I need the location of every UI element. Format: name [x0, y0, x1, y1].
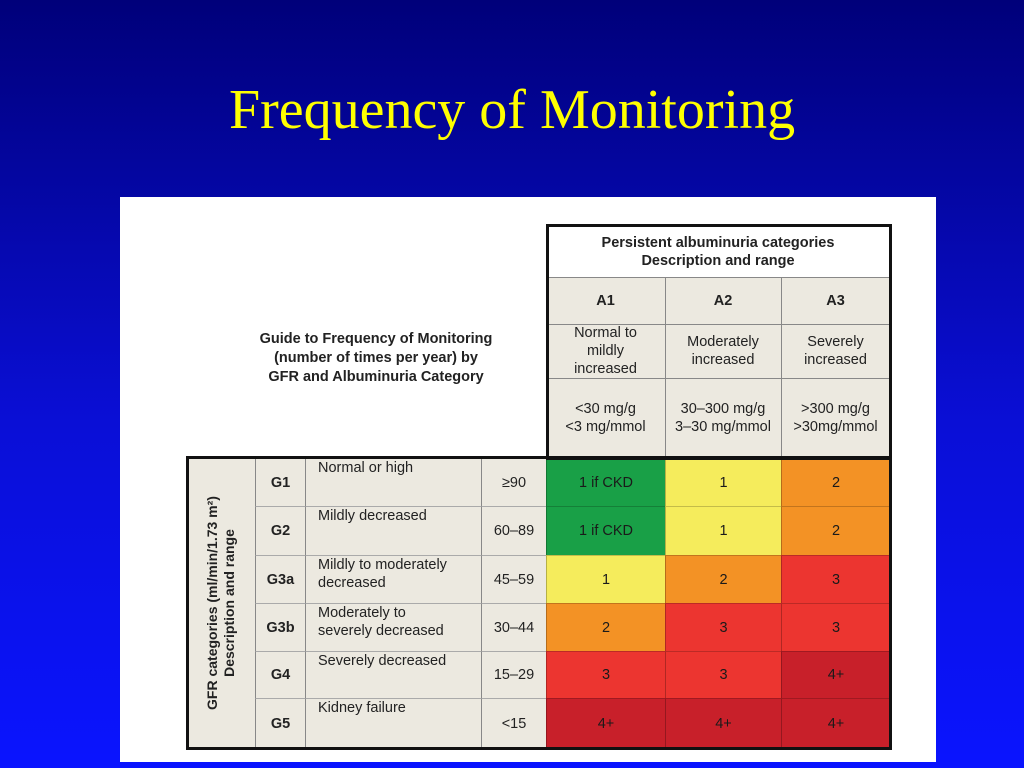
- col-desc-a3-line-2: increased: [804, 352, 867, 368]
- col-desc-a1: [546, 324, 665, 378]
- monitoring-cell: 2: [665, 555, 781, 603]
- monitoring-cell: 1: [546, 555, 665, 603]
- gfr-desc-line: Normal or high: [318, 460, 414, 476]
- col-desc-a3: [781, 324, 890, 378]
- monitoring-cell: 2: [546, 603, 665, 651]
- col-desc-a1-line-2: mildly: [586, 343, 625, 359]
- col-desc-a1-line-1: Normal to: [574, 325, 637, 341]
- col-desc-a1-line-3: increased: [574, 361, 637, 377]
- header-divider: [665, 277, 666, 458]
- monitoring-cell: 2: [781, 506, 890, 555]
- col-range-a1-line-1: <30 mg/g: [575, 401, 636, 417]
- header-divider: [781, 277, 782, 458]
- col-range-a2: [665, 378, 781, 458]
- monitoring-cell: 4+: [781, 698, 890, 748]
- gfr-desc-line: Severely decreased: [318, 653, 447, 669]
- gfr-desc-cell: [306, 603, 481, 651]
- gfr-desc-line: Moderately to: [318, 605, 406, 621]
- col-range-a1-line-2: <3 mg/mmol: [565, 419, 646, 435]
- gfr-code-cell: G5: [255, 698, 306, 748]
- monitoring-cell: 3: [546, 651, 665, 698]
- albuminuria-header-line-1: Persistent albuminuria categories: [601, 234, 835, 251]
- monitoring-cell: 4+: [781, 651, 890, 698]
- gfr-desc-line: Mildly to moderately: [318, 557, 447, 573]
- guide-line-3: GFR and Albuminuria Category: [268, 369, 484, 385]
- monitoring-cell: 4+: [546, 698, 665, 748]
- gfr-range-cell: <15: [481, 698, 546, 748]
- header-divider: [546, 378, 890, 379]
- col-desc-a2-line-2: increased: [691, 352, 755, 368]
- col-range-a2-line-1: 30–300 mg/g: [680, 401, 766, 417]
- gfr-range-cell: ≥90: [481, 458, 546, 506]
- gfr-desc-line: decreased: [318, 575, 386, 591]
- albuminuria-header: [546, 226, 890, 277]
- col-range-a1: [546, 378, 665, 458]
- col-range-a3-line-2: >30mg/mmol: [793, 419, 878, 435]
- gfr-desc-cell: [306, 651, 481, 698]
- header-divider: [546, 324, 890, 325]
- monitoring-cell: 3: [665, 603, 781, 651]
- monitoring-cell: 1 if CKD: [546, 506, 665, 555]
- monitoring-cell: 3: [665, 651, 781, 698]
- guide-line-2: (number of times per year) by: [274, 350, 478, 366]
- gfr-axis-label-line-2: Description and range: [220, 529, 237, 677]
- gfr-desc-cell: [306, 506, 481, 555]
- gfr-code-cell: G3a: [255, 555, 306, 603]
- col-code-a1: A1: [546, 277, 665, 324]
- col-range-a3-line-1: >300 mg/g: [801, 401, 870, 417]
- monitoring-cell: 1: [665, 458, 781, 506]
- header-divider: [546, 277, 890, 278]
- monitoring-cell: 3: [781, 603, 890, 651]
- monitoring-cell: 1: [665, 506, 781, 555]
- gfr-range-cell: 15–29: [481, 651, 546, 698]
- albuminuria-header-line-2: Description and range: [641, 252, 795, 269]
- col-desc-a3-line-1: Severely: [807, 334, 864, 350]
- gfr-range-cell: 45–59: [481, 555, 546, 603]
- gfr-axis-label: [186, 458, 255, 748]
- gfr-range-cell: 30–44: [481, 603, 546, 651]
- gfr-desc-line: severely decreased: [318, 623, 444, 639]
- col-range-a3: [781, 378, 890, 458]
- col-code-a2: A2: [665, 277, 781, 324]
- guide-text: [240, 330, 512, 387]
- guide-line-1: Guide to Frequency of Monitoring: [259, 331, 493, 347]
- gfr-code-cell: G4: [255, 651, 306, 698]
- monitoring-cell: 1 if CKD: [546, 458, 665, 506]
- gfr-axis-label-text: [204, 463, 238, 743]
- gfr-axis-label-line-1: GFR categories (ml/min/1.73 m²): [203, 496, 220, 710]
- gfr-range-cell: 60–89: [481, 506, 546, 555]
- monitoring-cell: 2: [781, 458, 890, 506]
- col-range-a2-line-2: 3–30 mg/mmol: [675, 419, 771, 435]
- gfr-desc-line: Mildly decreased: [318, 508, 427, 524]
- gfr-desc-line: Kidney failure: [318, 700, 406, 716]
- gfr-desc-cell: [306, 458, 481, 506]
- col-code-a3: A3: [781, 277, 890, 324]
- gfr-desc-cell: [306, 698, 481, 748]
- gfr-code-cell: G1: [255, 458, 306, 506]
- gfr-code-cell: G2: [255, 506, 306, 555]
- slide-title: Frequency of Monitoring: [228, 79, 796, 141]
- col-desc-a2: [665, 324, 781, 378]
- monitoring-cell: 3: [781, 555, 890, 603]
- gfr-desc-cell: [306, 555, 481, 603]
- col-desc-a2-line-1: Moderately: [687, 334, 759, 350]
- monitoring-cell: 4+: [665, 698, 781, 748]
- gfr-code-cell: G3b: [255, 603, 306, 651]
